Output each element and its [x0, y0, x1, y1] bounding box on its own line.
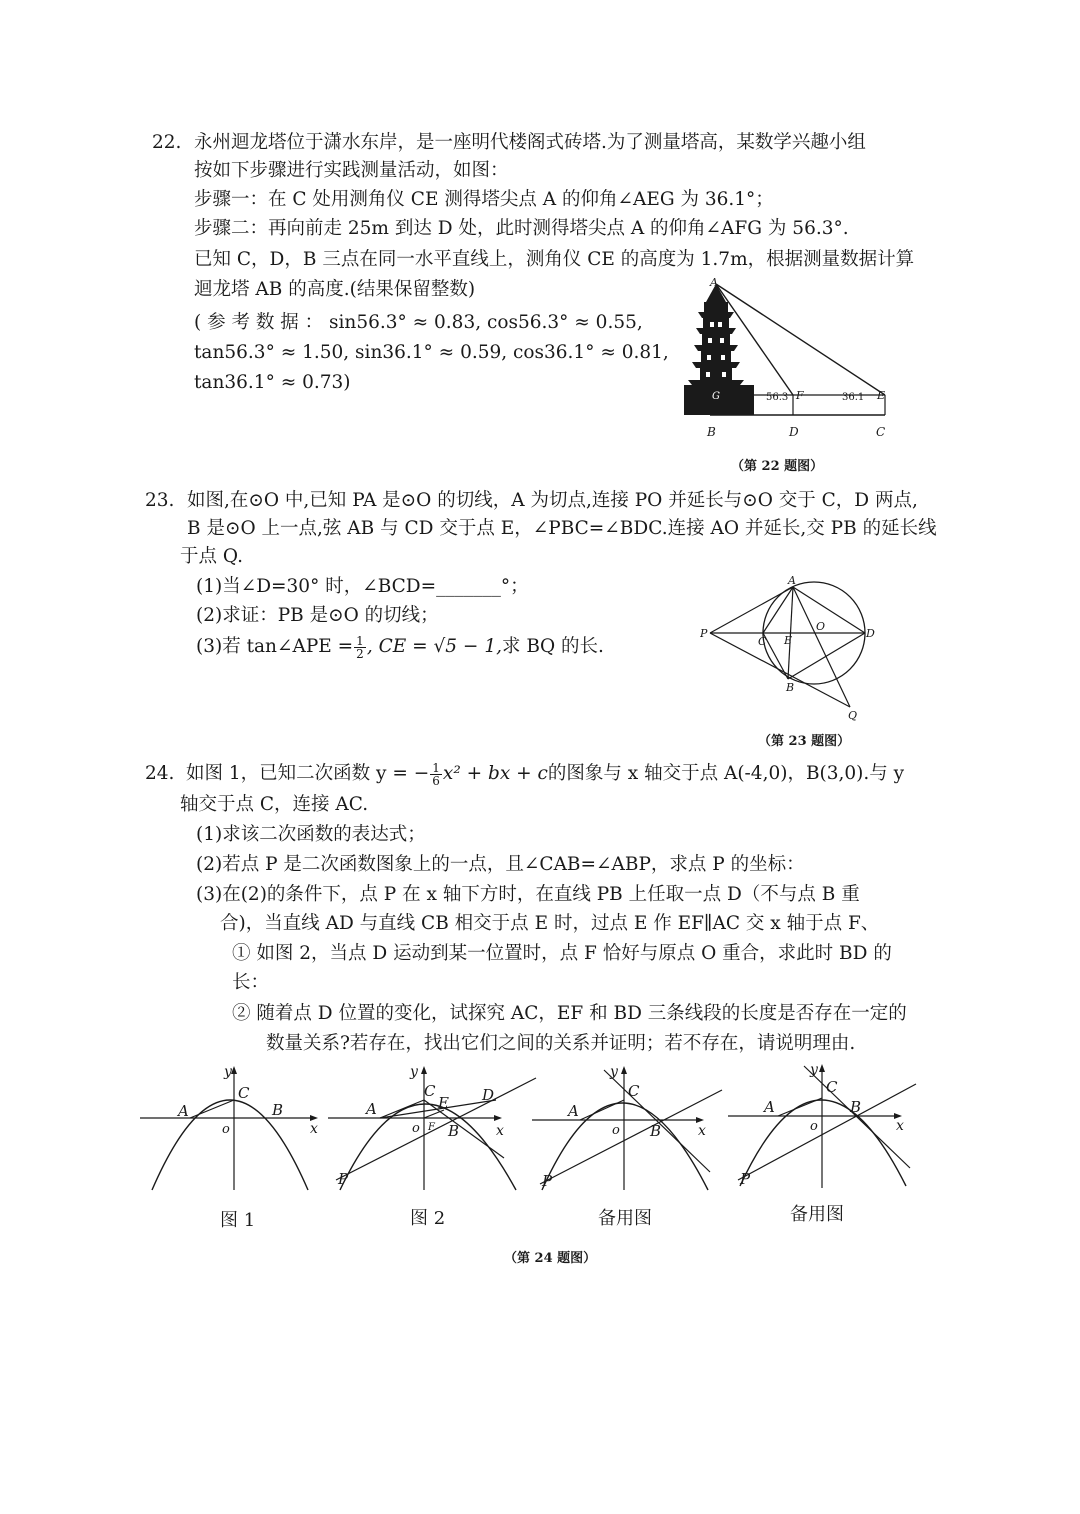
fig4-label-p: P — [740, 1170, 751, 1188]
fig2-label-d: D — [482, 1086, 495, 1104]
fig3-title: 备用图 — [598, 1208, 652, 1229]
q22-figure — [670, 272, 900, 444]
fig2-label-a: A — [366, 1100, 377, 1118]
fig3-x-label: x — [698, 1123, 706, 1139]
q23-caption: （第 23 题图） — [758, 734, 851, 749]
q22-line-7: ( 参 考 数 据 ： sin56.3° ≈ 0.83, cos56.3° ≈ 0.55, — [194, 312, 643, 333]
fig3-label-a: A — [568, 1102, 579, 1120]
q24-fraction — [430, 762, 442, 787]
q24-line-7: ① 如图 2，当点 D 运动到某一位置时，点 F 恰好与原点 O 重合，求此时 BD 的 — [232, 943, 892, 964]
q23-label-d: D — [866, 627, 875, 640]
q24-line-1-suffix: 的图象与 x 轴交于点 A(-4,0)，B(3,0).与 y — [547, 763, 905, 784]
fig1-label-b: B — [272, 1101, 284, 1119]
q24-figure-4 — [726, 1058, 922, 1190]
fig3-y-label: y — [610, 1064, 618, 1080]
fig3-label-p: P — [542, 1172, 553, 1190]
q24-frac-den: 6 — [432, 773, 440, 788]
q23-label-c: C — [758, 635, 767, 648]
fig1-title: 图 1 — [220, 1210, 256, 1231]
q23-label-b: B — [786, 681, 795, 694]
fig2-label-b: B — [448, 1122, 460, 1140]
q23-label-p: P — [700, 627, 708, 640]
q23-label-a: A — [788, 575, 796, 587]
fig1-y-label: y — [224, 1064, 232, 1080]
fig1-label-c: C — [238, 1084, 250, 1102]
fig4-label-a: A — [764, 1098, 775, 1116]
fig2-x-label: x — [496, 1123, 504, 1139]
q23-figure — [700, 575, 890, 723]
q24-figure-2 — [326, 1058, 538, 1192]
q24-line-1 — [186, 761, 904, 787]
q23-frac-den: 2 — [356, 646, 364, 661]
fig3-label-b: B — [650, 1122, 662, 1140]
q22-label-b: B — [707, 425, 716, 439]
fig3-o-label: o — [612, 1123, 620, 1138]
fig2-label-f: F — [428, 1122, 435, 1133]
q22-label-e: E — [877, 389, 886, 402]
q22-line-8: tan56.3° ≈ 1.50, sin36.1° ≈ 0.59, cos36.1° ≈ 0.81, — [194, 342, 669, 363]
q24-number: 24. — [145, 763, 175, 784]
q22-number: 22. — [152, 132, 182, 153]
q24-figure-1 — [138, 1060, 328, 1192]
fig1-o-label: o — [222, 1122, 230, 1137]
q23-number: 23. — [145, 490, 175, 511]
q22-line-6: 迴龙塔 AB 的高度.(结果保留整数) — [194, 279, 476, 300]
q23-frac-num: 1 — [356, 633, 364, 648]
q24-line-1-mid: x² + bx + c — [442, 763, 548, 784]
q23-label-o: O — [816, 620, 826, 633]
q23-line-3: 于点 Q. — [180, 546, 244, 567]
fig4-label-b: B — [850, 1098, 862, 1116]
fig2-label-c: C — [424, 1082, 436, 1100]
q23-label-q: Q — [848, 709, 858, 722]
q24-line-2: 轴交于点 C，连接 AC. — [180, 794, 369, 815]
q24-frac-num: 1 — [432, 760, 440, 775]
q22-caption: （第 22 题图） — [731, 459, 824, 474]
q23-label-e: E — [784, 634, 793, 647]
fig4-x-label: x — [896, 1118, 904, 1134]
q23-line-2: B 是⊙O 上一点,弦 AB 与 CD 交于点 E，∠PBC=∠BDC.连接 AO 并延长,交 PB 的延长线 — [187, 518, 937, 539]
q22-label-g: G — [712, 391, 720, 402]
fig1-x-label: x — [310, 1121, 318, 1137]
q22-label-a: A — [710, 276, 718, 289]
fig2-y-label: y — [410, 1064, 418, 1080]
q24-line-9: ② 随着点 D 位置的变化，试探究 AC，EF 和 BD 三条线段的长度是否存在一定的 — [232, 1003, 907, 1024]
q23-line-6-suffix: 求 BQ 的长. — [501, 636, 604, 657]
q24-line-5: (3)在(2)的条件下，点 P 在 x 轴下方时，在直线 PB 上任取一点 D（不与点 B 重 — [196, 884, 860, 905]
q22-line-2: 按如下步骤进行实践测量活动，如图： — [194, 160, 509, 181]
q22-line-3: 步骤一：在 C 处用测角仪 CE 测得塔尖点 A 的仰角∠AEG 为 36.1°； — [194, 189, 774, 210]
q22-line-5: 已知 C，D，B 三点在同一水平直线上，测角仪 CE 的高度为 1.7m，根据测量数据计算 — [194, 249, 915, 270]
q22-angle-361: 36.1 — [842, 392, 865, 403]
fig4-y-label: y — [810, 1062, 818, 1078]
fig2-label-e: E — [438, 1094, 449, 1112]
fig4-o-label: o — [810, 1119, 818, 1134]
fig3-label-c: C — [628, 1082, 640, 1100]
q22-label-c: C — [876, 425, 886, 439]
fig1-label-a: A — [178, 1102, 189, 1120]
fig4-label-c: C — [826, 1078, 838, 1096]
q24-line-6: 合)，当直线 AD 与直线 CB 相交于点 E 时，过点 E 作 EF∥AC 交 x 轴于点 F、 — [220, 913, 880, 934]
q22-line-4: 步骤二：再向前走 25m 到达 D 处，此时测得塔尖点 A 的仰角∠AFG 为 56.3°. — [194, 218, 849, 239]
fig4-title: 备用图 — [790, 1204, 844, 1225]
q24-line-1-prefix: 如图 1，已知二次函数 y = − — [186, 763, 430, 784]
q23-line-6-mid: , CE = √5 − 1, — [366, 636, 502, 657]
q24-line-4: (2)若点 P 是二次函数图象上的一点，且∠CAB=∠ABP，求点 P 的坐标： — [196, 854, 805, 875]
q23-line-6-prefix: (3)若 tan∠APE = — [196, 636, 354, 657]
fig2-o-label: o — [412, 1121, 420, 1136]
q22-line-1: 永州迴龙塔位于潇水东岸，是一座明代楼阁式砖塔.为了测量塔高，某数学兴趣小组 — [194, 132, 866, 153]
q23-line-6 — [196, 634, 604, 660]
q24-figure-3 — [530, 1060, 726, 1192]
q22-label-d: D — [789, 425, 799, 439]
q23-fraction — [354, 635, 366, 660]
q22-label-f: F — [796, 389, 804, 402]
q24-line-10: 数量关系?若存在，找出它们之间的关系并证明；若不存在，请说明理由. — [266, 1033, 856, 1054]
q23-line-1: 如图,在⊙O 中,已知 PA 是⊙O 的切线，A 为切点,连接 PO 并延长与⊙O 交于 C，D 两点, — [187, 490, 918, 511]
q23-line-4: (1)当∠D=30° 时，∠BCD=_______°； — [196, 576, 529, 597]
q22-angle-563: 56.3 — [766, 392, 789, 403]
q24-line-3: (1)求该二次函数的表达式； — [196, 824, 426, 845]
q23-line-5: (2)求证：PB 是⊙O 的切线； — [196, 605, 439, 626]
q24-caption: （第 24 题图） — [504, 1251, 597, 1266]
q24-line-8: 长： — [232, 972, 270, 993]
q22-line-9: tan36.1° ≈ 0.73) — [194, 372, 351, 393]
fig2-title: 图 2 — [410, 1208, 446, 1229]
fig2-label-p: P — [338, 1170, 349, 1188]
